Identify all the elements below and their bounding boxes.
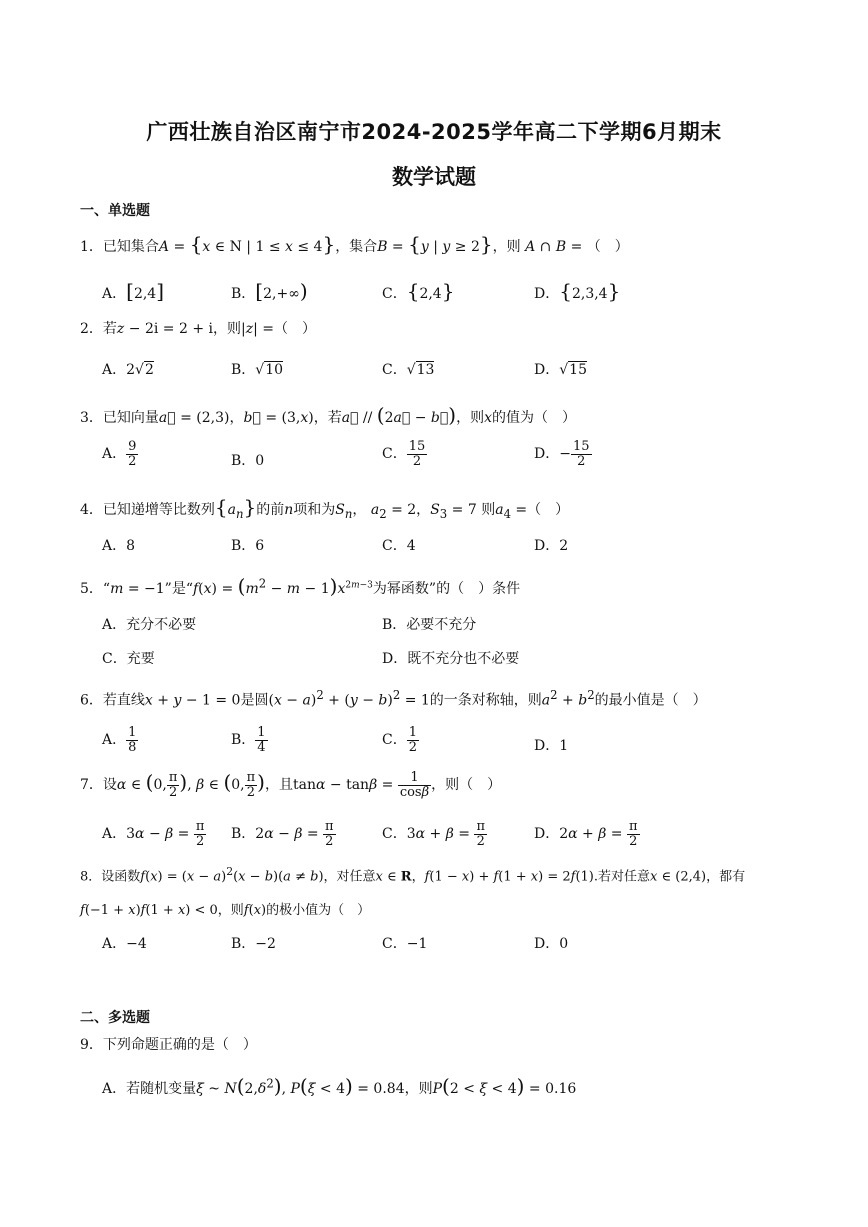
q4-option-c[interactable]: C．4 bbox=[382, 538, 416, 554]
q7-option-c[interactable]: C．3α + β = $\frac{\pi}{2}$ bbox=[382, 819, 486, 849]
question-9: 9．下列命题正确的是（ ） bbox=[80, 1037, 257, 1053]
question-8: 8．设函数$f(x) = (x - a)^2(x - b)(a \ne b)$，对任意x ∈ R，f(1 − x) + f(1 + x) = 2f(1).若对任意x ∈ (2,4)，都有 bbox=[80, 865, 746, 885]
question-8-cont: f(−1 + x)f(1 + x) < 0，则f(x)的极小值为（ ） bbox=[80, 903, 371, 918]
question-4: 4．已知递增等比数列$\{a_n\}$的前n项和为$S_n$， $a_2 = 2$，$S_3 = 7$ 则$a_4$ =（ ） bbox=[80, 495, 570, 521]
q7-option-d[interactable]: D．2α + β = $\frac{\pi}{2}$ bbox=[534, 819, 638, 849]
q6-option-c[interactable]: C． $\frac{1}{2}$ bbox=[382, 725, 417, 755]
q2-option-c[interactable]: C．√13 bbox=[382, 362, 435, 378]
q3-option-a[interactable]: A． $\frac{9}{2}$ bbox=[102, 439, 137, 469]
q2-option-d[interactable]: D．√15 bbox=[534, 362, 587, 378]
question-2: 2．若z − 2i = 2 + i，则|z| =（ ） bbox=[80, 321, 316, 337]
q1-option-a[interactable]: A．[2,4] bbox=[102, 279, 165, 303]
q2-option-a[interactable]: A．2√2 bbox=[102, 362, 154, 378]
section-heading-multi-choice: 二、多选题 bbox=[80, 1010, 150, 1026]
q6-option-d[interactable]: D．1 bbox=[534, 738, 569, 754]
q3-option-b[interactable]: B．0 bbox=[231, 453, 265, 469]
q6-option-a[interactable]: A． $\frac{1}{8}$ bbox=[102, 725, 137, 755]
q8-option-a[interactable]: A．−4 bbox=[102, 936, 147, 952]
q7-option-b[interactable]: B．2α − β = $\frac{\pi}{2}$ bbox=[231, 819, 334, 849]
question-3: 3．已知向量a⃗ = (2,3)，b⃗ = (3,x)，若a⃗ // (2a⃗ − b⃗)，则x的值为（ ） bbox=[80, 403, 577, 427]
q8-option-d[interactable]: D．0 bbox=[534, 936, 569, 952]
q7-option-a[interactable]: A．3α − β = $\frac{\pi}{2}$ bbox=[102, 819, 205, 849]
page-title: 广西壮族自治区南宁市2024-2025学年高二下学期6月期末 bbox=[146, 120, 722, 144]
question-7: 7．设α ∈ (0, $\frac{\pi}{2}$ ), β ∈ (0, $\frac{\pi}{2}$ )，且tanα − tanβ = $\frac{1}{\cos\beta}$ ，则（ ） bbox=[80, 769, 502, 800]
q3-option-d[interactable]: D．− $\frac{15}{2}$ bbox=[534, 439, 590, 469]
q5-option-a[interactable]: A．充分不必要 bbox=[102, 617, 197, 633]
q5-option-d[interactable]: D．既不充分也不必要 bbox=[382, 651, 520, 667]
q9-option-a[interactable]: A．若随机变量ξ ~ $N(2,\delta^2)$, P(ξ < 4) = 0.84，则P(2 < ξ < 4) = 0.16 bbox=[102, 1074, 577, 1098]
q1-option-d[interactable]: D．{2,3,4} bbox=[534, 279, 621, 303]
q3-option-c[interactable]: C． $\frac{15}{2}$ bbox=[382, 439, 426, 469]
question-5: 5．“m = −1”是“$f(x) = (m^2 - m - 1)x^{2m-3}$为幂函数”的（ ）条件 bbox=[80, 574, 521, 598]
q8-option-b[interactable]: B．−2 bbox=[231, 936, 276, 952]
q1-option-c[interactable]: C．{2,4} bbox=[382, 279, 455, 303]
question-1: 1．已知集合A = {x ∈ N | 1 ≤ x ≤ 4}，集合B = {y | y ≥ 2}，则 A ∩ B = （ ） bbox=[80, 232, 629, 256]
q8-option-c[interactable]: C．−1 bbox=[382, 936, 428, 952]
page-subtitle: 数学试题 bbox=[392, 165, 476, 189]
q5-option-c[interactable]: C．充要 bbox=[102, 651, 155, 667]
q4-option-a[interactable]: A．8 bbox=[102, 538, 136, 554]
q1-option-b[interactable]: B．[2,+∞) bbox=[231, 279, 308, 303]
q2-option-b[interactable]: B．√10 bbox=[231, 362, 284, 378]
question-6: 6．若直线x + y − 1 = 0是圆$(x - a)^2 + (y - b)^2 = 1$的一条对称轴，则$a^2 + b^2$的最小值是（ ） bbox=[80, 688, 707, 709]
q6-option-b[interactable]: B． $\frac{1}{4}$ bbox=[231, 725, 266, 755]
section-heading-single-choice: 一、单选题 bbox=[80, 203, 150, 219]
q5-option-b[interactable]: B．必要不充分 bbox=[382, 617, 477, 633]
q4-option-b[interactable]: B．6 bbox=[231, 538, 265, 554]
q4-option-d[interactable]: D．2 bbox=[534, 538, 569, 554]
